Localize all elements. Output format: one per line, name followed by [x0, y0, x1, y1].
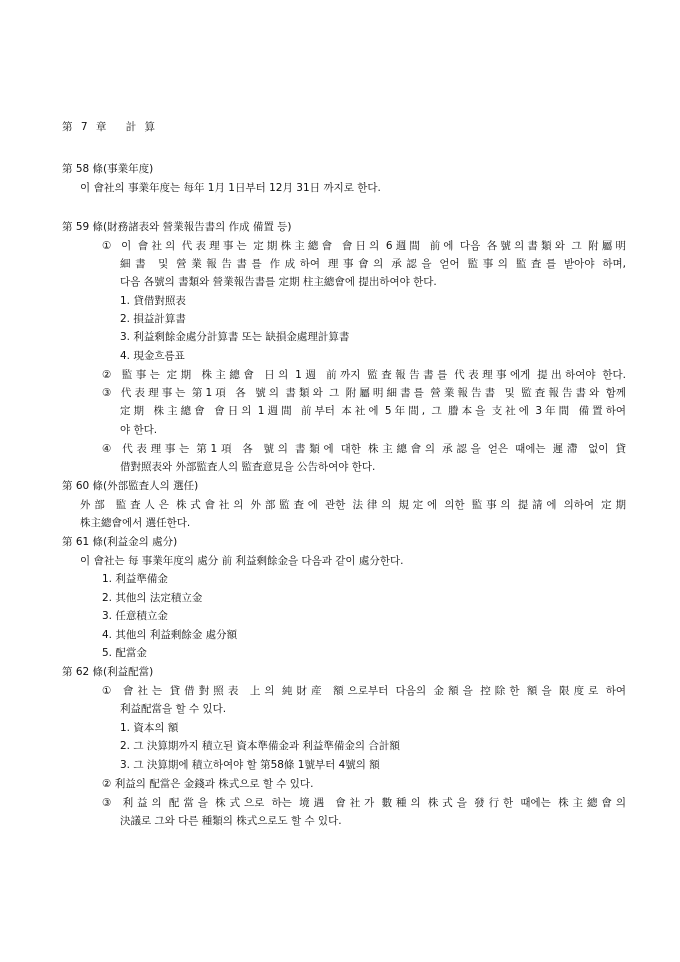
list-item: 5. 配當金 — [102, 647, 147, 659]
list-item: 3. 그 決算期에 積立하여야 할 第58條 1號부터 4號의 額 — [120, 759, 380, 771]
list-item: 1. 利益準備金 — [102, 573, 168, 585]
list-item: 2. 其他의 法定積立金 — [102, 592, 203, 604]
list-item: 4. 其他의 利益剩餘金 處分額 — [102, 629, 238, 641]
article-59-para-3: ③ 代表理事는 第1項 各 號의 書類와 그 附屬明細書를 營業報告書 및 監査報告書와 함께 — [102, 387, 626, 399]
list-item: 1. 資本의 額 — [120, 722, 179, 734]
article-58-heading: 第 58 條(事業年度) — [62, 163, 154, 175]
article-59-para-3-cont: 定期 株主總會 會日의 1週間 前부터 本社에 5年間, 그 謄本을 支社에 3年間 備置하여 — [120, 405, 626, 417]
article-62-para-2: ② 利益의 配當은 金錢과 株式으로 할 수 있다. — [102, 778, 314, 790]
article-58-text: 이 會社의 事業年度는 每年 1月 1日부터 12月 31日 까지로 한다. — [80, 182, 381, 194]
article-60-heading: 第 60 條(外部監査人의 選任) — [62, 480, 199, 492]
article-59-para-1-cont: 다음 各號의 書類와 營業報告書를 定期 柱主總會에 提出하여야 한다. — [120, 276, 437, 288]
article-59-para-4-cont: 借對照表와 外部監査人의 監査意見을 公告하여야 한다. — [120, 461, 376, 473]
list-item: 3. 任意積立金 — [102, 610, 168, 622]
article-59-para-4: ④ 代表理事는 第1項 各 號의 書類에 대한 株主總會의 承認을 얻은 때에는 遲滯 없이 貸 — [102, 443, 626, 455]
article-62-para-1-cont: 利益配當을 할 수 있다. — [120, 703, 227, 715]
list-item: 2. 그 決算期까지 積立된 資本準備金과 利益準備金의 合計額 — [120, 740, 400, 752]
chapter-title: 第 7 章 計 算 — [62, 121, 156, 133]
article-59-para-3-cont: 야 한다. — [120, 424, 158, 436]
article-59-heading: 第 59 條(財務諸表와 營業報告書의 作成 備置 등) — [62, 221, 292, 233]
article-59-para-1: ① 이 會社의 代表理事는 定期株主總會 會日의 6週間 前에 다음 各號의書類와 그 附屬明 — [102, 240, 626, 252]
article-62-para-1: ① 會社는 貸借對照表 上의 純財産 額으로부터 다음의 金額을 控除한 額을 限度로 하여 — [102, 685, 626, 697]
article-59-para-1-cont: 細書 및 營業報告書를 作成하여 理事會의 承認을 얻어 監事의 監査를 받아야 하며, — [120, 258, 626, 270]
article-61-text: 이 會社는 每 事業年度의 處分 前 利益剩餘金을 다음과 같이 處分한다. — [80, 555, 404, 567]
list-item: 1. 貸借對照表 — [120, 295, 186, 307]
article-62-para-3-cont: 決議로 그와 다른 種類의 株式으로도 할 수 있다. — [120, 815, 342, 827]
list-item: 2. 損益計算書 — [120, 313, 186, 325]
article-59-para-2: ② 監事는 定期 株主總會 日의 1週 前까지 監査報告書를 代表理事에게 提出하여야 한다. — [102, 369, 626, 381]
list-item: 4. 現金흐름표 — [120, 350, 185, 362]
article-60-text-cont: 株主總會에서 選任한다. — [80, 517, 191, 529]
article-60-text: 外部 監査人은 株式會社의 外部監査에 관한 法律의 規定에 의한 監事의 提請에 의하여 定期 — [80, 499, 626, 511]
article-61-heading: 第 61 條(利益金의 處分) — [62, 536, 178, 548]
article-62-heading: 第 62 條(利益配當) — [62, 666, 154, 678]
article-62-para-3: ③ 利益의 配當을 株式으로 하는 境遇 會社가 數種의 株式을 發行한 때에는 株主總會의 — [102, 797, 626, 809]
list-item: 3. 利益剩餘金處分計算書 또는 缺損金處理計算書 — [120, 331, 350, 343]
